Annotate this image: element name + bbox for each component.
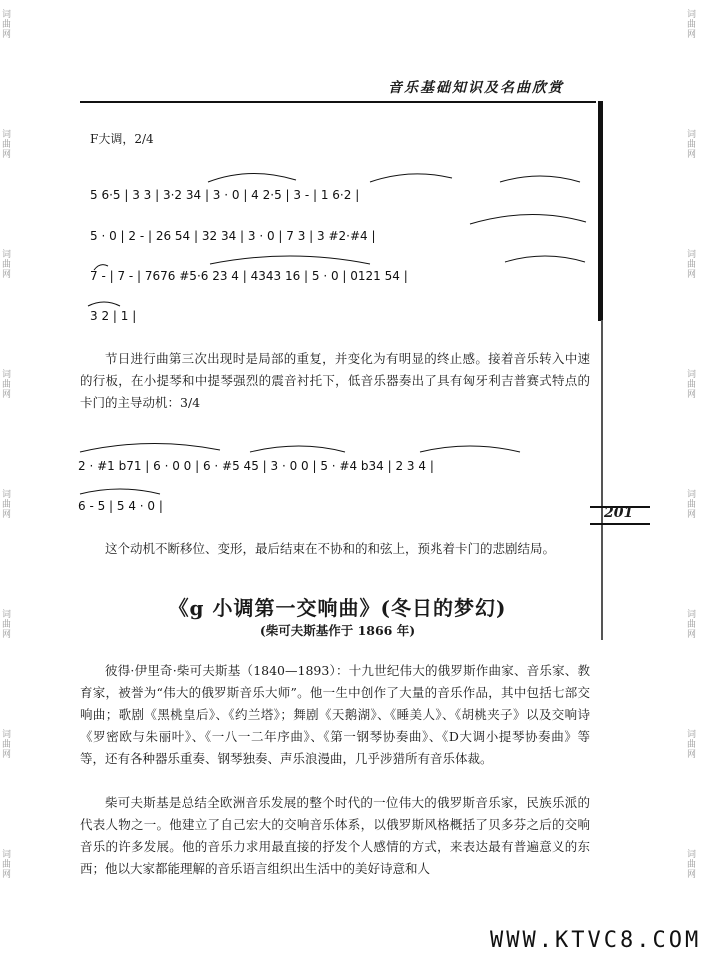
watermark-text: 词曲网 xyxy=(2,250,12,280)
running-header: 音乐基础知识及名曲欣赏 xyxy=(388,80,564,96)
section-title: 《g 小调第一交响曲》(冬日的梦幻) xyxy=(168,596,507,620)
paragraph-carmen-motif: 节日进行曲第三次出现时是局部的重复，并变化为有明显的终止感。接着音乐转入中速的行板，在小提琴和中提琴强烈的震音衬托下，低音乐器奏出了具有匈牙利吉普赛式特点的卡门的主导动机：3/4 xyxy=(80,351,590,410)
watermark-text: 词曲网 xyxy=(687,370,697,400)
score1-row-3: 7 - | 7 - | 7676 #5·6 23 4 | 4343 16 | 5 · 0 | 0121 54 | xyxy=(90,269,408,283)
paragraph-tchaikovsky-style: 柴可夫斯基是总结全欧洲音乐发展的整个时代的一位伟大的俄罗斯音乐家，民族乐派的代表人物之一。他建立了自己宏大的交响音乐体系，以俄罗斯风格概括了贝多芬之后的交响音乐的许多发展。他的音乐力求用最直接的抒发个人感情的方式，来表达最有普遍意义的东西；他以大家都能理解的音乐语言组织出生活中的美好诗意和人 xyxy=(80,795,590,876)
paragraph-tchaikovsky-bio: 彼得·伊里奇·柴可夫斯基（1840—1893）：十九世纪伟大的俄罗斯作曲家、音乐家、教育家，被誉为“伟大的俄罗斯音乐大师”。他一生中创作了大量的音乐作品，其中包括七部交响曲；歌剧《黑桃皇后》、《约兰塔》；舞剧《天鹅湖》、《睡美人》、《胡桃夹子》以及交响诗《罗密欧与朱丽叶》、《一八一二年序曲》、《第一钢琴协奏曲》、《D大调小提琴协奏曲》等等，还有各种器乐重奏、钢琴独奏、声乐浪漫曲，几乎涉猎所有音乐体裁。 xyxy=(80,663,590,766)
watermark-text: 词曲网 xyxy=(2,610,12,640)
page-number-box xyxy=(590,503,650,527)
watermark-left xyxy=(0,0,18,978)
watermark-text: 词曲网 xyxy=(687,10,697,40)
score2-row-1: 2 · #1 b71 | 6 · 0 0 | 6 · #5 45 | 3 · 0 0 | 5 · #4 b34 | 2 3 4 | xyxy=(78,459,434,473)
watermark-text: 词曲网 xyxy=(2,370,12,400)
margin-bar xyxy=(598,101,603,321)
watermark-text: 词曲网 xyxy=(2,10,12,40)
watermark-text: 词曲网 xyxy=(2,730,12,760)
score1-row-1: 5 6·5 | 3 3 | 3·2 34 | 3 · 0 | 4 2·5 | 3 - | 1 6·2 | xyxy=(90,188,360,202)
paragraph-motif-ending: 这个动机不断移位、变形，最后结束在不协和的和弦上，预兆着卡门的悲剧结局。 xyxy=(105,541,556,556)
watermark-text: 词曲网 xyxy=(2,130,12,160)
watermark-text: 词曲网 xyxy=(687,610,697,640)
watermark-text: 词曲网 xyxy=(687,130,697,160)
watermark-text: 词曲网 xyxy=(687,730,697,760)
footer-url: WWW.KTVC8.COM xyxy=(490,928,702,953)
watermark-text: 词曲网 xyxy=(2,850,12,880)
watermark-right xyxy=(685,0,703,978)
watermark-text: 词曲网 xyxy=(2,490,12,520)
watermark-text: 词曲网 xyxy=(687,850,697,880)
score1-key: F大调，2/4 xyxy=(90,132,154,146)
watermark-text: 词曲网 xyxy=(687,250,697,280)
watermark-text: 词曲网 xyxy=(687,490,697,520)
score1-row-2: 5 · 0 | 2 - | 26 54 | 32 34 | 3 · 0 | 7 3 | 3 #2·#4 | xyxy=(90,229,376,243)
page-number: 201 xyxy=(604,505,634,521)
score2-row-2: 6 - 5 | 5 4 · 0 | xyxy=(78,499,163,513)
header-rule xyxy=(80,101,596,103)
section-subtitle: (柴可夫斯基作于 1866 年) xyxy=(259,623,416,638)
score1-row-4: 3 2 | 1 | xyxy=(90,309,137,323)
